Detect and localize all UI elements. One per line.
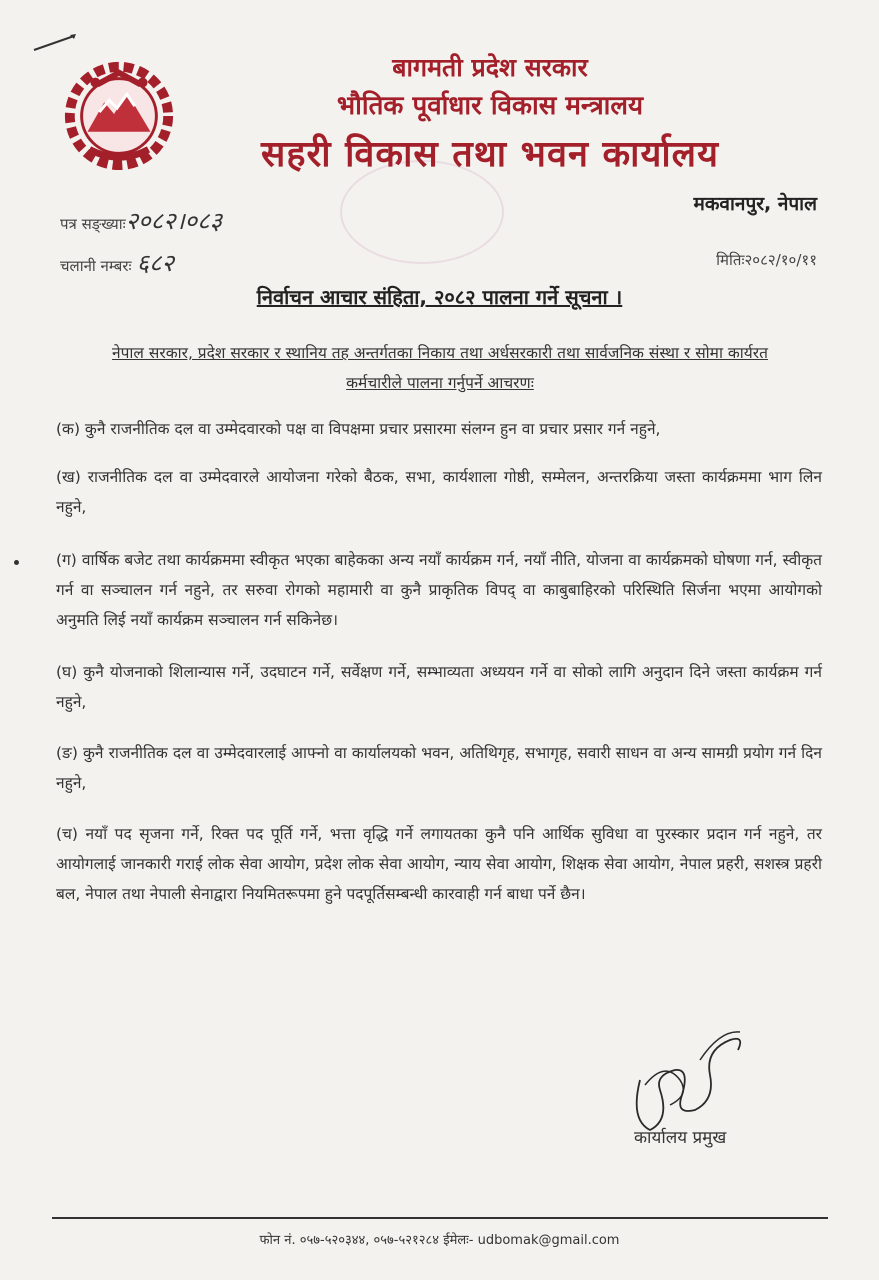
pen-mark: [30, 30, 80, 55]
letter-date: मितिः२०८२/१०/११: [716, 251, 817, 269]
clause-ka: (क) कुनै राजनीतिक दल वा उम्मेदवारको पक्ष वा विपक्षमा प्रचार प्रसारमा संलग्न हुन वा प्रचार प्रसार गर्न नहुने,: [56, 420, 661, 438]
signatory-title: कार्यालय प्रमुख: [634, 1128, 727, 1148]
intro-line-2: कर्मचारीले पालना गर्नुपर्ने आचरणः: [346, 374, 534, 392]
ref-label: पत्र सङ्ख्याः: [60, 215, 126, 233]
office-place: मकवानपुर, नेपाल: [693, 193, 817, 215]
reg-label: चलानी नम्बरः: [60, 257, 132, 275]
header-province: बागमती प्रदेश सरकार: [392, 53, 588, 82]
clause-gha: (घ) कुनै योजनाको शिलान्यास गर्ने, उदघाटन गर्ने, सर्वेक्षण गर्ने, सम्भाव्यता अध्ययन गर्ने वा सोको लागि अनुदान दिने जस्ता कार्यक्रम गर्न नहुने,: [56, 663, 822, 711]
header-office: सहरी विकास तथा भवन कार्यालय: [261, 134, 719, 175]
footer-contact: फोन नं. ०५७-५२०३४४, ०५७-५२१२८४ ईमेलः- udbomak@gmail.com: [259, 1233, 620, 1248]
footer-rule: [52, 1217, 828, 1219]
reference-number: [60, 204, 222, 237]
subject-line: [0, 283, 879, 310]
clause-nga: (ङ) कुनै राजनीतिक दल वा उम्मेदवारलाई आफ्नो वा कार्यालयको भवन, अतिथिगृह, सभागृह, सवारी साधन वा अन्य सामग्री प्रयोग गर्न दिन नहुने,: [56, 744, 822, 792]
intro-heading: [60, 338, 820, 398]
clause-ga: (ग) वार्षिक बजेट तथा कार्यक्रममा स्वीकृत भएका बाहेकका अन्य नयाँ कार्यक्रम गर्न, नयाँ नीति, योजना वा कार्यक्रमको घोषणा गर्न, स्वीकृत गर्न वा सञ्चालन गर्न नहुने, तर सरुवा रोगको महामारी वा कुनै प्राकृतिक विपद् वा काबुबाहिरको परिस्थिति सिर्जना भएमा आयोगको अनुमति लिई नयाँ कार्यक्रम सञ्चालन गर्न सकिनेछ।: [56, 551, 822, 629]
intro-line-1: नेपाल सरकार, प्रदेश सरकार र स्थानिय तह अन्तर्गतका निकाय तथा अर्धसरकारी तथा सार्वजनिक संस्था र सोमा कार्यरत: [112, 344, 768, 362]
reg-value: ६८२: [136, 249, 175, 277]
signature-icon: [620, 1020, 760, 1140]
ref-value: २०८२।०८३: [125, 207, 223, 235]
dispatch-number: [60, 246, 174, 279]
clause-cha: (च) नयाँ पद सृजना गर्ने, रिक्त पद पूर्ति गर्ने, भत्ता वृद्धि गर्ने लगायतका कुनै पनि आर्थिक सुविधा वा पुरस्कार प्रदान गर्न नहुने, तर आयोगलाई जानकारी गराई लोक सेवा आयोग, प्रदेश लोक सेवा आयोग, न्याय सेवा आयोग, शिक्षक सेवा आयोग, नेपाल प्रहरी, सशस्त्र प्रहरी बल, नेपाल तथा नेपाली सेनाद्वारा नियमितरूपमा हुने पदपूर्तिसम्बन्धी कारवाही गर्न बाधा पर्ने छैन।: [56, 825, 822, 903]
subject-text: निर्वाचन आचार संहिता, २०८२ पालना गर्ने सूचना ।: [256, 285, 623, 309]
bullet-dot: [14, 560, 19, 565]
clause-kha: (ख) राजनीतिक दल वा उम्मेदवारले आयोजना गरेको बैठक, सभा, कार्यशाला गोष्ठी, सम्मेलन, अन्तरक्रिया जस्ता कार्यक्रममा भाग लिन नहुने,: [56, 468, 822, 516]
header-ministry: भौतिक पूर्वाधार विकास मन्त्रालय: [336, 91, 644, 121]
nepal-emblem-icon: [60, 55, 178, 173]
